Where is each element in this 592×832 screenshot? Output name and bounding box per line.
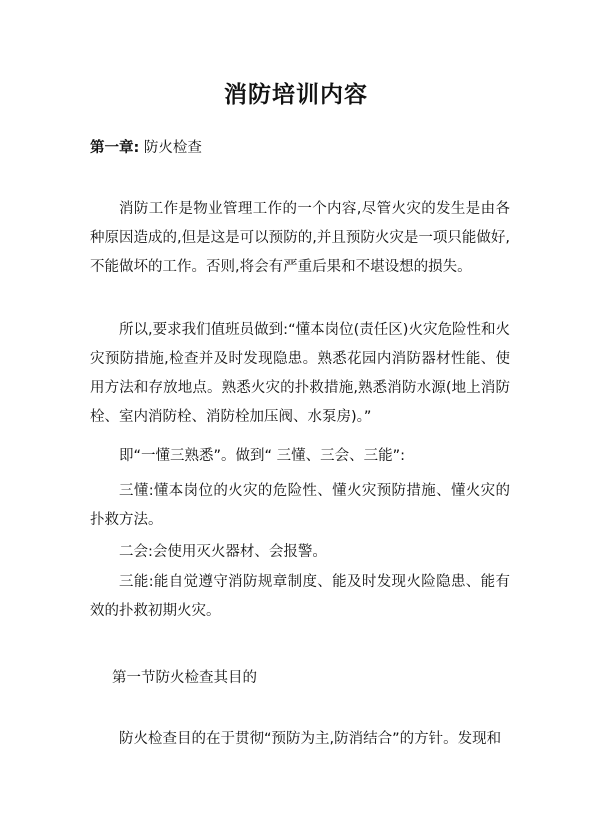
paragraph-intro: 消防工作是物业管理工作的一个内容,尽管火灾的发生是由各种原因造成的,但是这是可以预防的,并且预防火灾是一项只能做好,不能做坏的工作。否则,将会有严重后果和不堪设想的损失。: [90, 201, 510, 275]
chapter-title: 防火检查: [143, 140, 202, 156]
slogan-line: 即“一懂三熟悉”。做到“ 三懂、三会、三能”:: [119, 448, 406, 464]
section-title: 第一节防火检查其目的: [112, 670, 257, 686]
paragraph-requirements: 所以,要求我们值班员做到:“懂本岗位(责任区)火灾危险性和火灾预防措施,检查并及时发现隐患。熟悉花园内消防器材性能、使用方法和存放地点。熟悉火灾的扑救措施,熟悉消防水源(地上消防栓、室内消防栓、消防栓加压阀、水泵房)。”: [90, 322, 510, 425]
paragraph-three-able: 三能:能自觉遵守消防规章制度、能及时发现火险隐患、能有效的扑救初期火灾。: [90, 574, 510, 619]
page-title: 消防培训内容: [224, 81, 368, 108]
chapter-heading: [90, 136, 202, 157]
chapter-number: 第一章:: [90, 140, 140, 156]
paragraph-three-understand: 三懂:懂本岗位的火灾的危险性、懂火灾预防措施、懂火灾的扑救方法。: [90, 483, 510, 528]
paragraph-inspection-purpose: 防火检查目的在于贯彻“预防为主,防消结合”的方针。发现和: [119, 731, 502, 747]
paragraph-two-can: 二会:会使用灭火器材、会报警。: [119, 544, 327, 560]
